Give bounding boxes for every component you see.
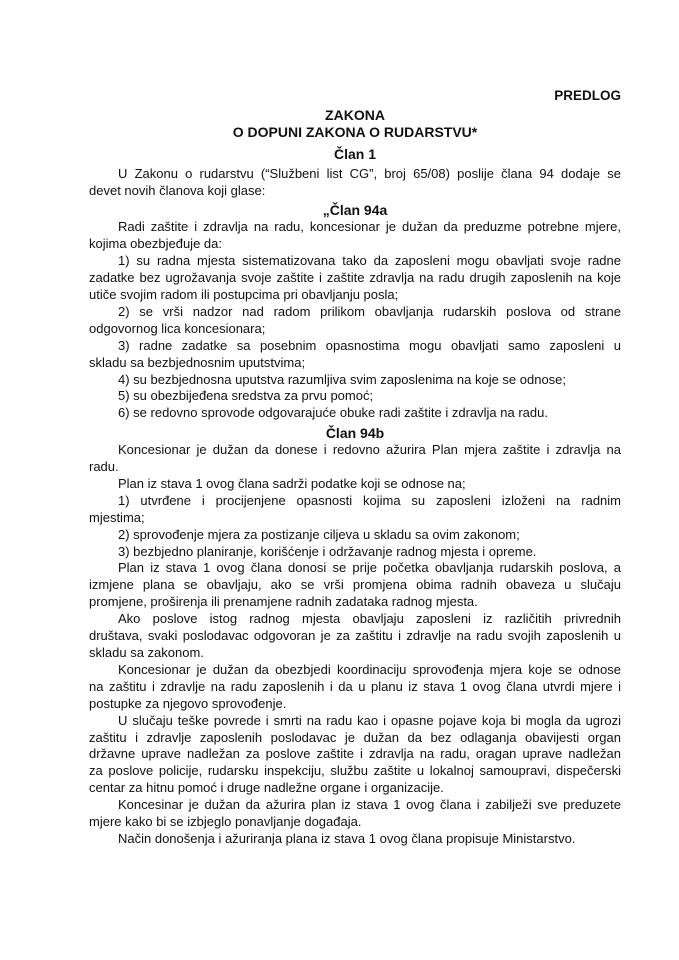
text-line: Plan iz stava 1 ovog člana sadrži podatke koji se odnose na; <box>118 475 466 491</box>
paragraph <box>89 527 621 544</box>
article-section <box>89 146 621 200</box>
text-line: mjere kako bi se izbjeglo ponavljanje događaja. <box>89 814 362 830</box>
text-line: U Zakonu o rudarstvu (“Službeni list CG”, broj 65/08) poslije člana 94 dodaje se <box>118 165 621 181</box>
paragraph <box>89 338 621 372</box>
text-line: 3) radne zadatke sa posebnim opasnostima mogu obavljati samo zaposleni u <box>118 337 621 353</box>
text-line: Radi zaštite i zdravlja na radu, koncesionar je dužan da preduzme potrebne mjere, <box>118 219 621 235</box>
document-status-label: PREDLOG <box>554 88 621 103</box>
text-line: zadatke bez ugrožavanja svoje zaštite i zaštite zdravlja na radu drugih zaposlenih na koje <box>89 270 621 286</box>
text-line: 4) su bezbjednosna uputstva razumljiva svim zaposlenima na koje se odnose; <box>118 371 567 387</box>
paragraph <box>89 662 621 713</box>
text-line: promjene, proširenja ili prenamjene radnih zadataka radnog mjesta. <box>89 594 478 610</box>
law-title-line-2: O DOPUNI ZAKONA O RUDARSTVU* <box>232 123 478 140</box>
text-line: 6) se redovno sprovode odgovarajuće obuke radi zaštite i zdravlja na radu. <box>118 405 548 421</box>
text-line: društava, svaki poslodavac odgovoran je za zaštitu i zdravlje na radu svojih zaposlenih u <box>89 628 621 644</box>
text-line: centar za hitnu pomoć i druge nadležne organe i organizacije. <box>89 780 444 796</box>
text-line: skladu sa bezbjednosnim uputstvima; <box>89 354 306 370</box>
article-section <box>89 202 621 422</box>
text-line: U slučaju teške povrede i smrti na radu kao i opasne pojave koja bi mogla da ugrozi <box>118 712 621 728</box>
text-line: radu. <box>89 459 119 475</box>
text-line: 2) sprovođenje mjera za postizanje ciljeva u skladu sa ovim zakonom; <box>118 526 520 542</box>
paragraph <box>89 797 621 831</box>
paragraph <box>89 611 621 662</box>
paragraph <box>89 713 621 798</box>
text-line: 5) su obezbijeđena sredstva za prvu pomoć; <box>118 388 374 404</box>
document-page <box>89 88 621 848</box>
paragraph <box>89 405 621 422</box>
paragraph <box>89 493 621 527</box>
article-heading: Član 1 <box>333 145 376 162</box>
paragraph <box>89 388 621 405</box>
paragraph <box>89 219 621 253</box>
text-line: postupke za njegovo sprovođenje. <box>89 695 287 711</box>
paragraph <box>89 166 621 200</box>
article-heading: Član 94b <box>325 425 385 442</box>
paragraph <box>89 831 621 848</box>
text-line: Koncesinar je dužan da ažurira plan iz stava 1 ovog člana i zabilježi sve preduzete <box>118 797 621 813</box>
text-line: izmjene plana se obavljaju, ako se vrši promjena obima radnih obaveza u slučaju <box>89 577 621 593</box>
text-line: Koncesionar je dužan da obezbjedi koordinaciju sprovođenja mjera koje se odnose <box>118 661 621 677</box>
paragraph <box>89 476 621 493</box>
text-line: Koncesionar je dužan da donese i redovno ažurira Plan mjera zaštite i zdravlja na <box>118 442 621 458</box>
text-line: 2) se vrši nadzor nad radom prilikom obavljanja rudarskih poslova od strane <box>118 303 621 319</box>
text-line: Plan iz stava 1 ovog člana donosi se prije početka obavljanja rudarskih poslova, a <box>118 560 621 576</box>
article-heading: „Član 94a <box>322 202 388 219</box>
text-line: 1) su radna mjesta sistematizovana tako da zaposleni mogu obavljati svoje radne <box>118 253 621 269</box>
text-line: skladu sa zakonom. <box>89 645 204 660</box>
text-line: 1) utvrđene i procijenjene opasnosti kojima su zaposleni izloženi na radnim <box>118 492 621 508</box>
text-line: utiče svojim radom ili postupcima pri obavljanju posla; <box>89 286 399 302</box>
articles <box>89 146 621 848</box>
text-line: državne uprave nadležan za poslove zaštite i zdravlja na radu, oragan uprave nadležan <box>89 746 621 762</box>
paragraph <box>89 442 621 476</box>
text-line: odgovornog lica koncesionara; <box>89 320 266 336</box>
text-line: kojima obezbjeđuje da: <box>89 236 222 252</box>
text-line: na zaštitu i zdravlje na radu zaposlenih i da u planu iz stava 1 ovog člana utvrdi mjere i <box>89 678 621 694</box>
paragraph <box>89 304 621 338</box>
text-line: zaštitu i zdravlje zaposlenih poslodavac je dužan da bez odlaganja obavijesti organ <box>89 729 621 745</box>
text-line: Ako poslove istog radnog mjesta obavljaju zaposleni iz različitih privrednih <box>118 611 621 627</box>
text-line: 3) bezbjedno planiranje, korišćenje i održavanje radnog mjesta i opreme. <box>118 543 537 559</box>
paragraph <box>89 560 621 611</box>
text-line: Način donošenja i ažuriranja plana iz stava 1 ovog člana propisuje Ministarstvo. <box>118 830 576 846</box>
paragraph <box>89 253 621 304</box>
text-line: devet novih članova koji glase: <box>89 182 266 198</box>
text-line: za poslove policije, rudarsku inspekciju, službu zaštite u lokalnoj samoupravi, dispečerski <box>89 763 621 779</box>
text-line: mjestima; <box>89 509 145 525</box>
paragraph <box>89 372 621 389</box>
article-section <box>89 425 621 848</box>
law-title-line-1: ZAKONA <box>325 106 385 123</box>
paragraph <box>89 544 621 561</box>
